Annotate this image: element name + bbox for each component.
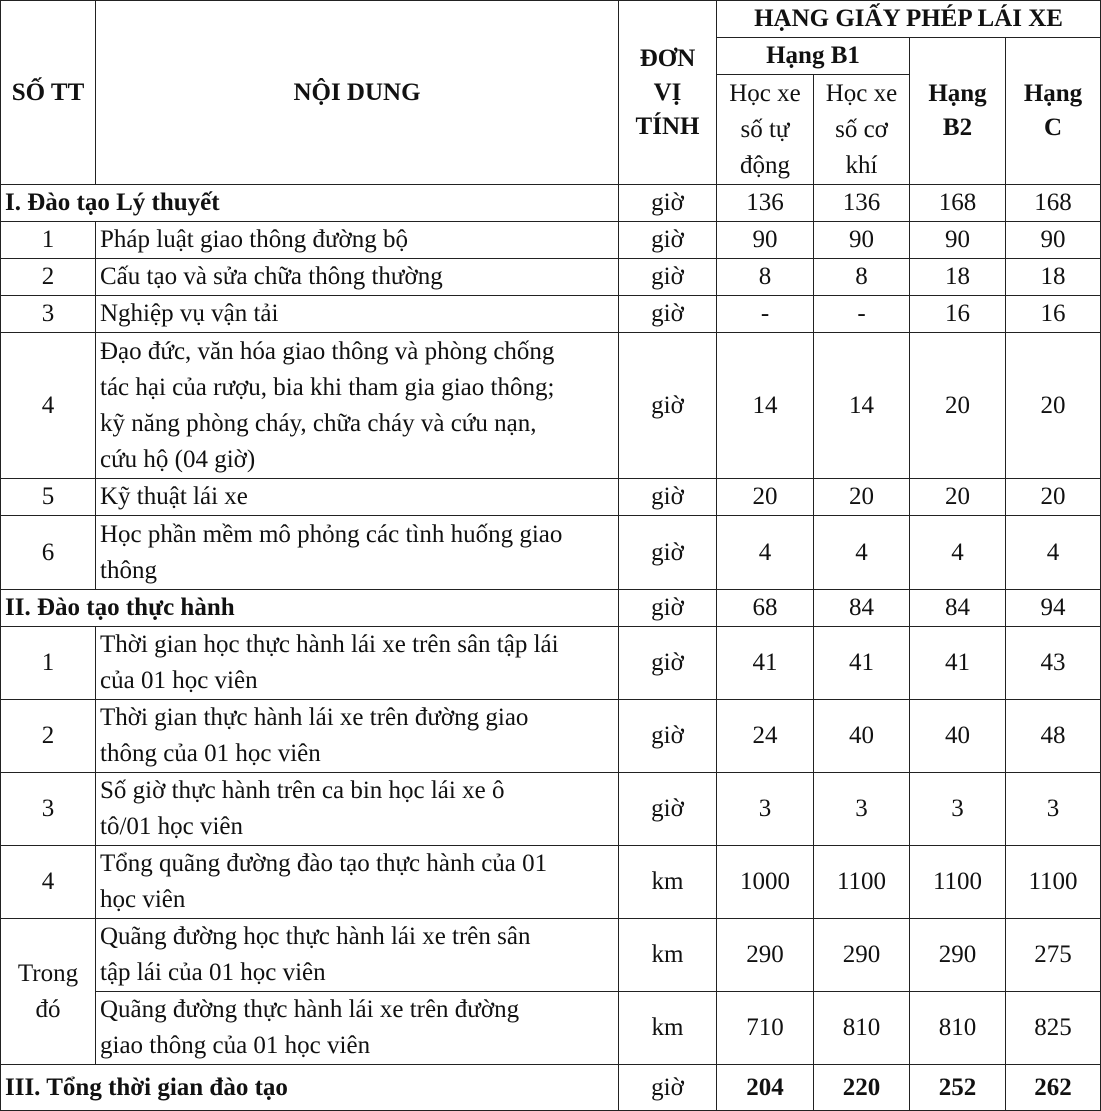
value-cell: 1000 <box>717 846 814 919</box>
value-cell: 40 <box>910 700 1006 773</box>
unit-cell: giờ <box>619 516 717 590</box>
value-cell: 20 <box>814 479 910 516</box>
value-cell: 290 <box>717 919 814 992</box>
row-number: 5 <box>1 479 96 516</box>
value-cell: 1100 <box>1006 846 1101 919</box>
unit-cell: km <box>619 992 717 1065</box>
section-title: II. Đào tạo thực hành <box>1 590 619 627</box>
total-cell: 262 <box>1006 1065 1101 1111</box>
content-cell: Nghiệp vụ vận tải <box>96 296 619 333</box>
value-cell: 136 <box>717 185 814 222</box>
header-license-group: HẠNG GIẤY PHÉP LÁI XE <box>717 1 1101 38</box>
value-cell: 90 <box>910 222 1006 259</box>
value-cell: 810 <box>814 992 910 1065</box>
value-cell: 825 <box>1006 992 1101 1065</box>
value-cell: 41 <box>910 627 1006 700</box>
total-cell: 204 <box>717 1065 814 1111</box>
value-cell: 3 <box>910 773 1006 846</box>
value-cell: 290 <box>910 919 1006 992</box>
value-cell: 84 <box>814 590 910 627</box>
total-cell: 252 <box>910 1065 1006 1111</box>
value-cell: 16 <box>1006 296 1101 333</box>
unit-cell: giờ <box>619 479 717 516</box>
value-cell: 1100 <box>814 846 910 919</box>
header-stt: SỐ TT <box>1 1 96 185</box>
header-content: NỘI DUNG <box>96 1 619 185</box>
value-cell: 810 <box>910 992 1006 1065</box>
content-cell: Thời gian học thực hành lái xe trên sân tập lái của 01 học viên <box>96 627 619 700</box>
value-cell: 4 <box>717 516 814 590</box>
content-cell: Thời gian thực hành lái xe trên đường giao thông của 01 học viên <box>96 700 619 773</box>
content-cell: Đạo đức, văn hóa giao thông và phòng chống tác hại của rượu, bia khi tham gia giao thông; kỹ năng phòng cháy, chữa cháy và cứu nạn, cứu hộ (04 giờ) <box>96 333 619 479</box>
value-cell: 94 <box>1006 590 1101 627</box>
row-number: 1 <box>1 222 96 259</box>
value-cell: 18 <box>910 259 1006 296</box>
value-cell: 168 <box>910 185 1006 222</box>
value-cell: 290 <box>814 919 910 992</box>
unit-cell: giờ <box>619 700 717 773</box>
unit-cell: giờ <box>619 259 717 296</box>
header-unit: ĐƠN VỊ TÍNH <box>619 1 717 185</box>
value-cell: 16 <box>910 296 1006 333</box>
row-number: 2 <box>1 259 96 296</box>
content-cell: Số giờ thực hành trên ca bin học lái xe ô tô/01 học viên <box>96 773 619 846</box>
value-cell: 90 <box>814 222 910 259</box>
value-cell: 4 <box>1006 516 1101 590</box>
value-cell: 1100 <box>910 846 1006 919</box>
value-cell: 41 <box>717 627 814 700</box>
content-cell: Tổng quãng đường đào tạo thực hành của 01 học viên <box>96 846 619 919</box>
value-cell: 3 <box>814 773 910 846</box>
value-cell: 8 <box>717 259 814 296</box>
content-cell: Pháp luật giao thông đường bộ <box>96 222 619 259</box>
value-cell: 14 <box>814 333 910 479</box>
content-cell: Cấu tạo và sửa chữa thông thường <box>96 259 619 296</box>
value-cell: 68 <box>717 590 814 627</box>
unit-cell: giờ <box>619 590 717 627</box>
header-b1-automatic: Học xe số tự động <box>717 75 814 185</box>
value-cell: 168 <box>1006 185 1101 222</box>
value-cell: 20 <box>1006 333 1101 479</box>
value-cell: 20 <box>1006 479 1101 516</box>
value-cell: - <box>717 296 814 333</box>
row-number: 6 <box>1 516 96 590</box>
unit-cell: giờ <box>619 333 717 479</box>
unit-cell: giờ <box>619 1065 717 1111</box>
header-b2: Hạng B2 <box>910 38 1006 185</box>
value-cell: 3 <box>1006 773 1101 846</box>
value-cell: 4 <box>814 516 910 590</box>
content-cell: Kỹ thuật lái xe <box>96 479 619 516</box>
header-c: Hạng C <box>1006 38 1101 185</box>
value-cell: 84 <box>910 590 1006 627</box>
value-cell: 48 <box>1006 700 1101 773</box>
value-cell: - <box>814 296 910 333</box>
header-b1-manual: Học xe số cơ khí <box>814 75 910 185</box>
row-number: 2 <box>1 700 96 773</box>
value-cell: 275 <box>1006 919 1101 992</box>
unit-cell: giờ <box>619 296 717 333</box>
value-cell: 90 <box>1006 222 1101 259</box>
unit-cell: giờ <box>619 185 717 222</box>
section-title: I. Đào tạo Lý thuyết <box>1 185 619 222</box>
content-cell: Học phần mềm mô phỏng các tình huống giao thông <box>96 516 619 590</box>
value-cell: 20 <box>910 333 1006 479</box>
value-cell: 90 <box>717 222 814 259</box>
value-cell: 41 <box>814 627 910 700</box>
total-cell: 220 <box>814 1065 910 1111</box>
row-number: 4 <box>1 333 96 479</box>
row-number-trong-do: Trong đó <box>1 919 96 1065</box>
value-cell: 43 <box>1006 627 1101 700</box>
value-cell: 40 <box>814 700 910 773</box>
content-cell: Quãng đường thực hành lái xe trên đường giao thông của 01 học viên <box>96 992 619 1065</box>
row-number: 3 <box>1 296 96 333</box>
header-b1: Hạng B1 <box>717 38 910 75</box>
unit-cell: giờ <box>619 222 717 259</box>
section-title: III. Tổng thời gian đào tạo <box>1 1065 619 1111</box>
content-cell: Quãng đường học thực hành lái xe trên sân tập lái của 01 học viên <box>96 919 619 992</box>
value-cell: 136 <box>814 185 910 222</box>
value-cell: 20 <box>717 479 814 516</box>
unit-cell: km <box>619 846 717 919</box>
unit-cell: km <box>619 919 717 992</box>
value-cell: 18 <box>1006 259 1101 296</box>
value-cell: 24 <box>717 700 814 773</box>
value-cell: 14 <box>717 333 814 479</box>
value-cell: 4 <box>910 516 1006 590</box>
value-cell: 710 <box>717 992 814 1065</box>
row-number: 3 <box>1 773 96 846</box>
value-cell: 8 <box>814 259 910 296</box>
value-cell: 3 <box>717 773 814 846</box>
unit-cell: giờ <box>619 773 717 846</box>
row-number: 4 <box>1 846 96 919</box>
unit-cell: giờ <box>619 627 717 700</box>
value-cell: 20 <box>910 479 1006 516</box>
row-number: 1 <box>1 627 96 700</box>
